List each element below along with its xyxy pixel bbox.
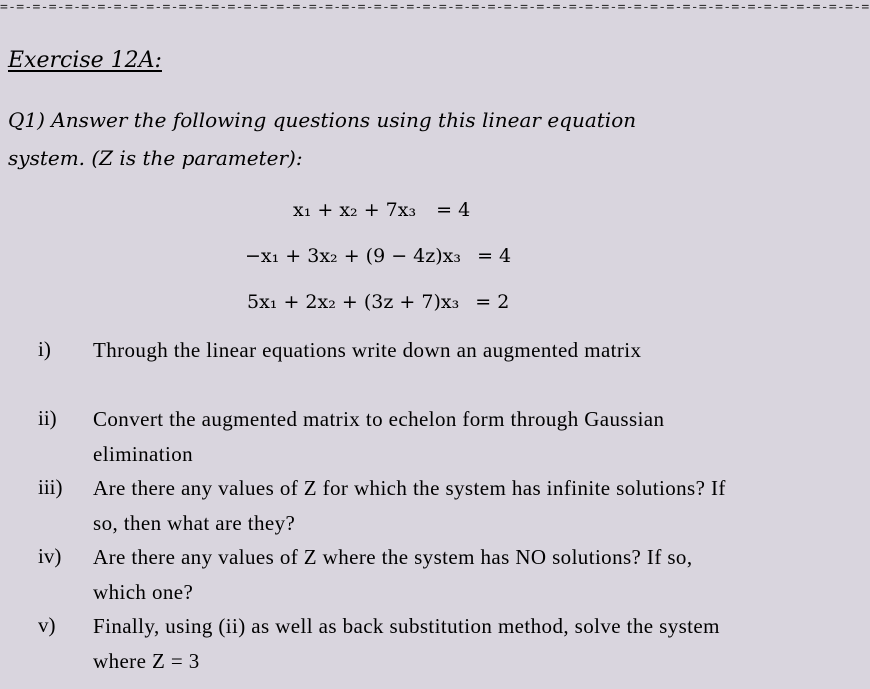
equation-3-lhs: 5x₁ + 2x₂ + (3z + 7)x₃ xyxy=(247,291,460,313)
item-number-2: ii) xyxy=(38,406,57,430)
item-text-2: Convert the augmented matrix to echelon form through Gaussian elimination xyxy=(93,407,665,466)
question-intro-line-1: Q1) Answer the following questions using this linear equation xyxy=(8,108,637,132)
equation-3 xyxy=(247,291,509,313)
equation-1 xyxy=(293,199,470,221)
item-text-1: Through the linear equations write down an augmented matrix xyxy=(93,338,642,362)
equation-1-lhs: x₁ + x₂ + 7x₃ xyxy=(293,199,417,221)
item-text-3: Are there any values of Z for which the system has infinite solutions? If so, then what are they? xyxy=(93,476,726,535)
item-number-1: i) xyxy=(38,337,51,361)
equation-2 xyxy=(245,245,511,267)
item-number-3: iii) xyxy=(38,475,63,499)
equation-3-rhs: = 2 xyxy=(475,291,510,313)
item-number-5: v) xyxy=(38,613,56,637)
item-number-4: iv) xyxy=(38,544,62,568)
item-text-5: Finally, using (ii) as well as back substitution method, solve the system where Z = 3 xyxy=(93,614,720,673)
item-text-4: Are there any values of Z where the system has NO solutions? If so, which one? xyxy=(93,545,693,604)
top-decorative-border: =-=-=-=-=-=-=-=-=-=-=-=-=-=-=-=-=-=-=-=-=-=-=-=-=-=-=-=-=-=-=-=-=-=-=-=-=-=-=-=-=-=-=-=-=-=-=-=-=-=-=-=-=-= xyxy=(0,0,870,15)
equation-1-rhs: = 4 xyxy=(436,199,471,221)
equation-2-lhs: −x₁ + 3x₂ + (9 − 4z)x₃ xyxy=(245,245,462,267)
question-intro-line-2: system. (Z is the parameter): xyxy=(8,146,303,170)
exercise-heading: Exercise 12A: xyxy=(8,48,162,73)
equation-2-rhs: = 4 xyxy=(477,245,512,267)
